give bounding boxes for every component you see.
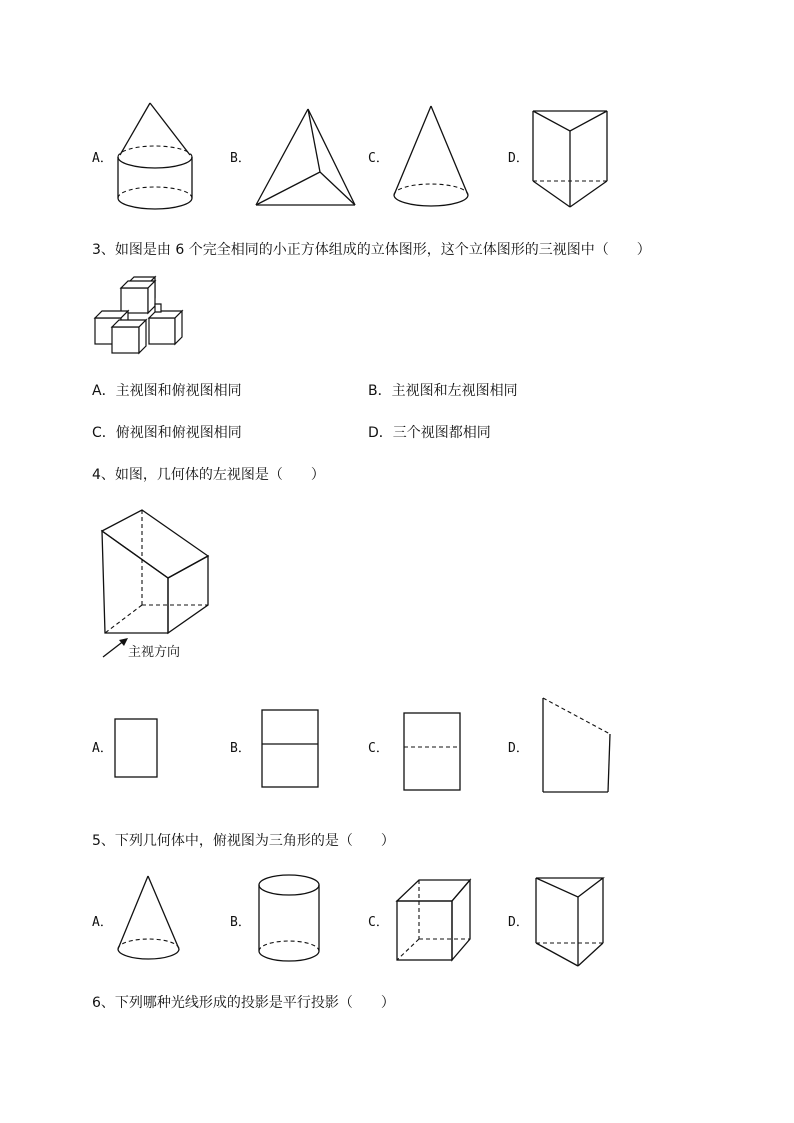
q4-option-d-figure [540, 696, 615, 796]
q4-option-c-label: C． [368, 741, 389, 756]
q3-choice-a: A．主视图和俯视图相同 [92, 383, 242, 399]
q5-option-d-label: D． [508, 915, 529, 930]
q2-tetrahedron-figure [250, 105, 365, 210]
q2-option-b-label: B． [230, 151, 251, 166]
q2-option-c-label: C． [368, 151, 389, 166]
q5-option-a-label: A． [92, 915, 113, 930]
q4-option-b-label: B． [230, 741, 251, 756]
q5-option-c-label: C． [368, 915, 389, 930]
q3-stem: 3、如图是由 6 个完全相同的小正方体组成的立体图形，这个立体图形的三视图中（ ） [92, 242, 651, 258]
q3-choice-d: D．三个视图都相同 [368, 425, 491, 441]
q2-option-a-label: A． [92, 151, 113, 166]
q5-cube-figure [394, 877, 474, 963]
q6-stem: 6、下列哪种光线形成的投影是平行投影（ ） [92, 995, 395, 1011]
q4-figure-caption: 主视方向 [128, 645, 181, 660]
q4-option-d-label: D． [508, 741, 529, 756]
q3-cube-stack-figure [92, 282, 192, 358]
q4-option-c-figure [403, 712, 463, 792]
q4-option-a-figure [114, 718, 160, 780]
q5-triangular-prism-figure [533, 875, 608, 971]
q3-choice-c: C．俯视图和俯视图相同 [92, 425, 242, 441]
q4-stem: 4、如图，几何体的左视图是（ ） [92, 467, 325, 483]
q2-triangular-prism-figure [530, 108, 610, 213]
q4-solid-figure [98, 508, 213, 638]
q5-cone-figure [115, 873, 185, 968]
q4-option-a-label: A． [92, 741, 113, 756]
q2-option-d-label: D． [508, 151, 529, 166]
q5-option-b-label: B． [230, 915, 251, 930]
q2-cone-figure [390, 103, 475, 213]
q5-stem: 5、下列几何体中，俯视图为三角形的是（ ） [92, 833, 395, 849]
q5-cylinder-figure [256, 872, 324, 972]
q3-choice-b: B．主视图和左视图相同 [368, 383, 518, 399]
view-direction-arrow-icon [100, 636, 130, 660]
q4-option-b-figure [261, 709, 321, 789]
q2-cone-on-cylinder-figure [112, 100, 202, 215]
